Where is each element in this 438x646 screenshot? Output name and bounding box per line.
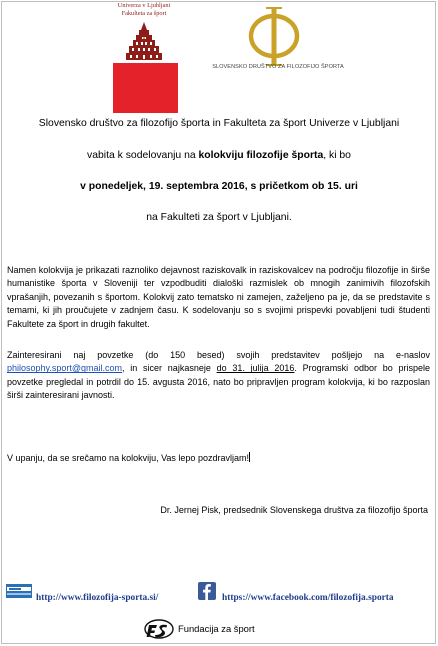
greeting (7, 452, 250, 463)
intro-line2-end: , ki bo (323, 150, 351, 161)
intro-line2-start: vabita k sodelovanju na (87, 150, 199, 161)
foundation-name: Fundacija za šport (178, 623, 255, 634)
deadline-text: do 31. julija 2016 (216, 363, 295, 374)
intro-line2 (0, 150, 438, 161)
facebook-f-glyph (198, 582, 216, 600)
intro-line1: Slovensko društvo za filozofijo športa in Fakulteta za šport Univerze v Ljubljani (38, 118, 400, 129)
colloquium-name: kolokviju filozofije športa (198, 150, 324, 161)
event-date: v ponedeljek, 19. septembra 2016, s pričetkom ob 15. uri (80, 181, 358, 192)
submission-paragraph (7, 349, 430, 403)
email-link[interactable]: philosophy.sport@gmail.com (7, 363, 123, 374)
university-line2: Fakulteta za šport (121, 10, 167, 17)
submission-text-3: . Programski odbor bo prispele povzetke pregledal in potrdil do 15. avgusta 2016, nato bo pripravljen program kolokvija, ki bo razposlan širši zainteresirani javnosti. (7, 363, 430, 401)
fs-logo-icon (143, 612, 175, 642)
purpose-paragraph: Namen kolokvija je prikazati raznoliko dejavnost raziskovalk in raziskovalcev na področju filozofije in širše humanistike športa v Sloveniji ter vzpodbuditi dialoški razmislek ob mnogih zanimivih filozofskih vprašanjih, povezanih s športom. Kolokvij zato tematsko ni zamejen, zaželjeno pa je, da se predstavite s temami, ki jih proučujete v zadnjem času. K sodelovanju so s svojimi prispevki povabljeni tudi študenti Fakultete za šport in drugih fakultet. (7, 265, 430, 329)
university-tower-icon (124, 22, 164, 60)
event-location: na Fakulteti za šport v Ljubljani. (146, 212, 292, 223)
greeting-text: V upanju, da se srečamo na kolokviju, Vas lepo pozdravljam! (7, 453, 249, 463)
submission-text-1: Zainteresirani naj povzetke (do 150 besed) svojih predstavitev pošljejo na e-naslov (7, 350, 430, 360)
university-name (108, 2, 180, 18)
facebook-link[interactable]: https://www.facebook.com/filozofija.sporta (222, 593, 394, 603)
website-badge-icon (6, 582, 32, 600)
signature: Dr. Jernej Pisk, predsednik Slovenskega društva za filozofijo športa (160, 505, 428, 515)
text-cursor (249, 452, 250, 462)
facebook-icon (198, 582, 216, 600)
submission-text-2: , in sicer najkasneje (122, 363, 217, 374)
society-caption: SLOVENSKO DRUŠTVO ZA FILOZOFIJO ŠPORTA (212, 64, 344, 70)
website-link[interactable]: http://www.filozofija-sporta.si/ (36, 593, 159, 603)
university-line1: Univerza v Ljubljani (117, 2, 171, 9)
university-red-block (113, 63, 178, 113)
phi-letter-icon (244, 6, 304, 68)
